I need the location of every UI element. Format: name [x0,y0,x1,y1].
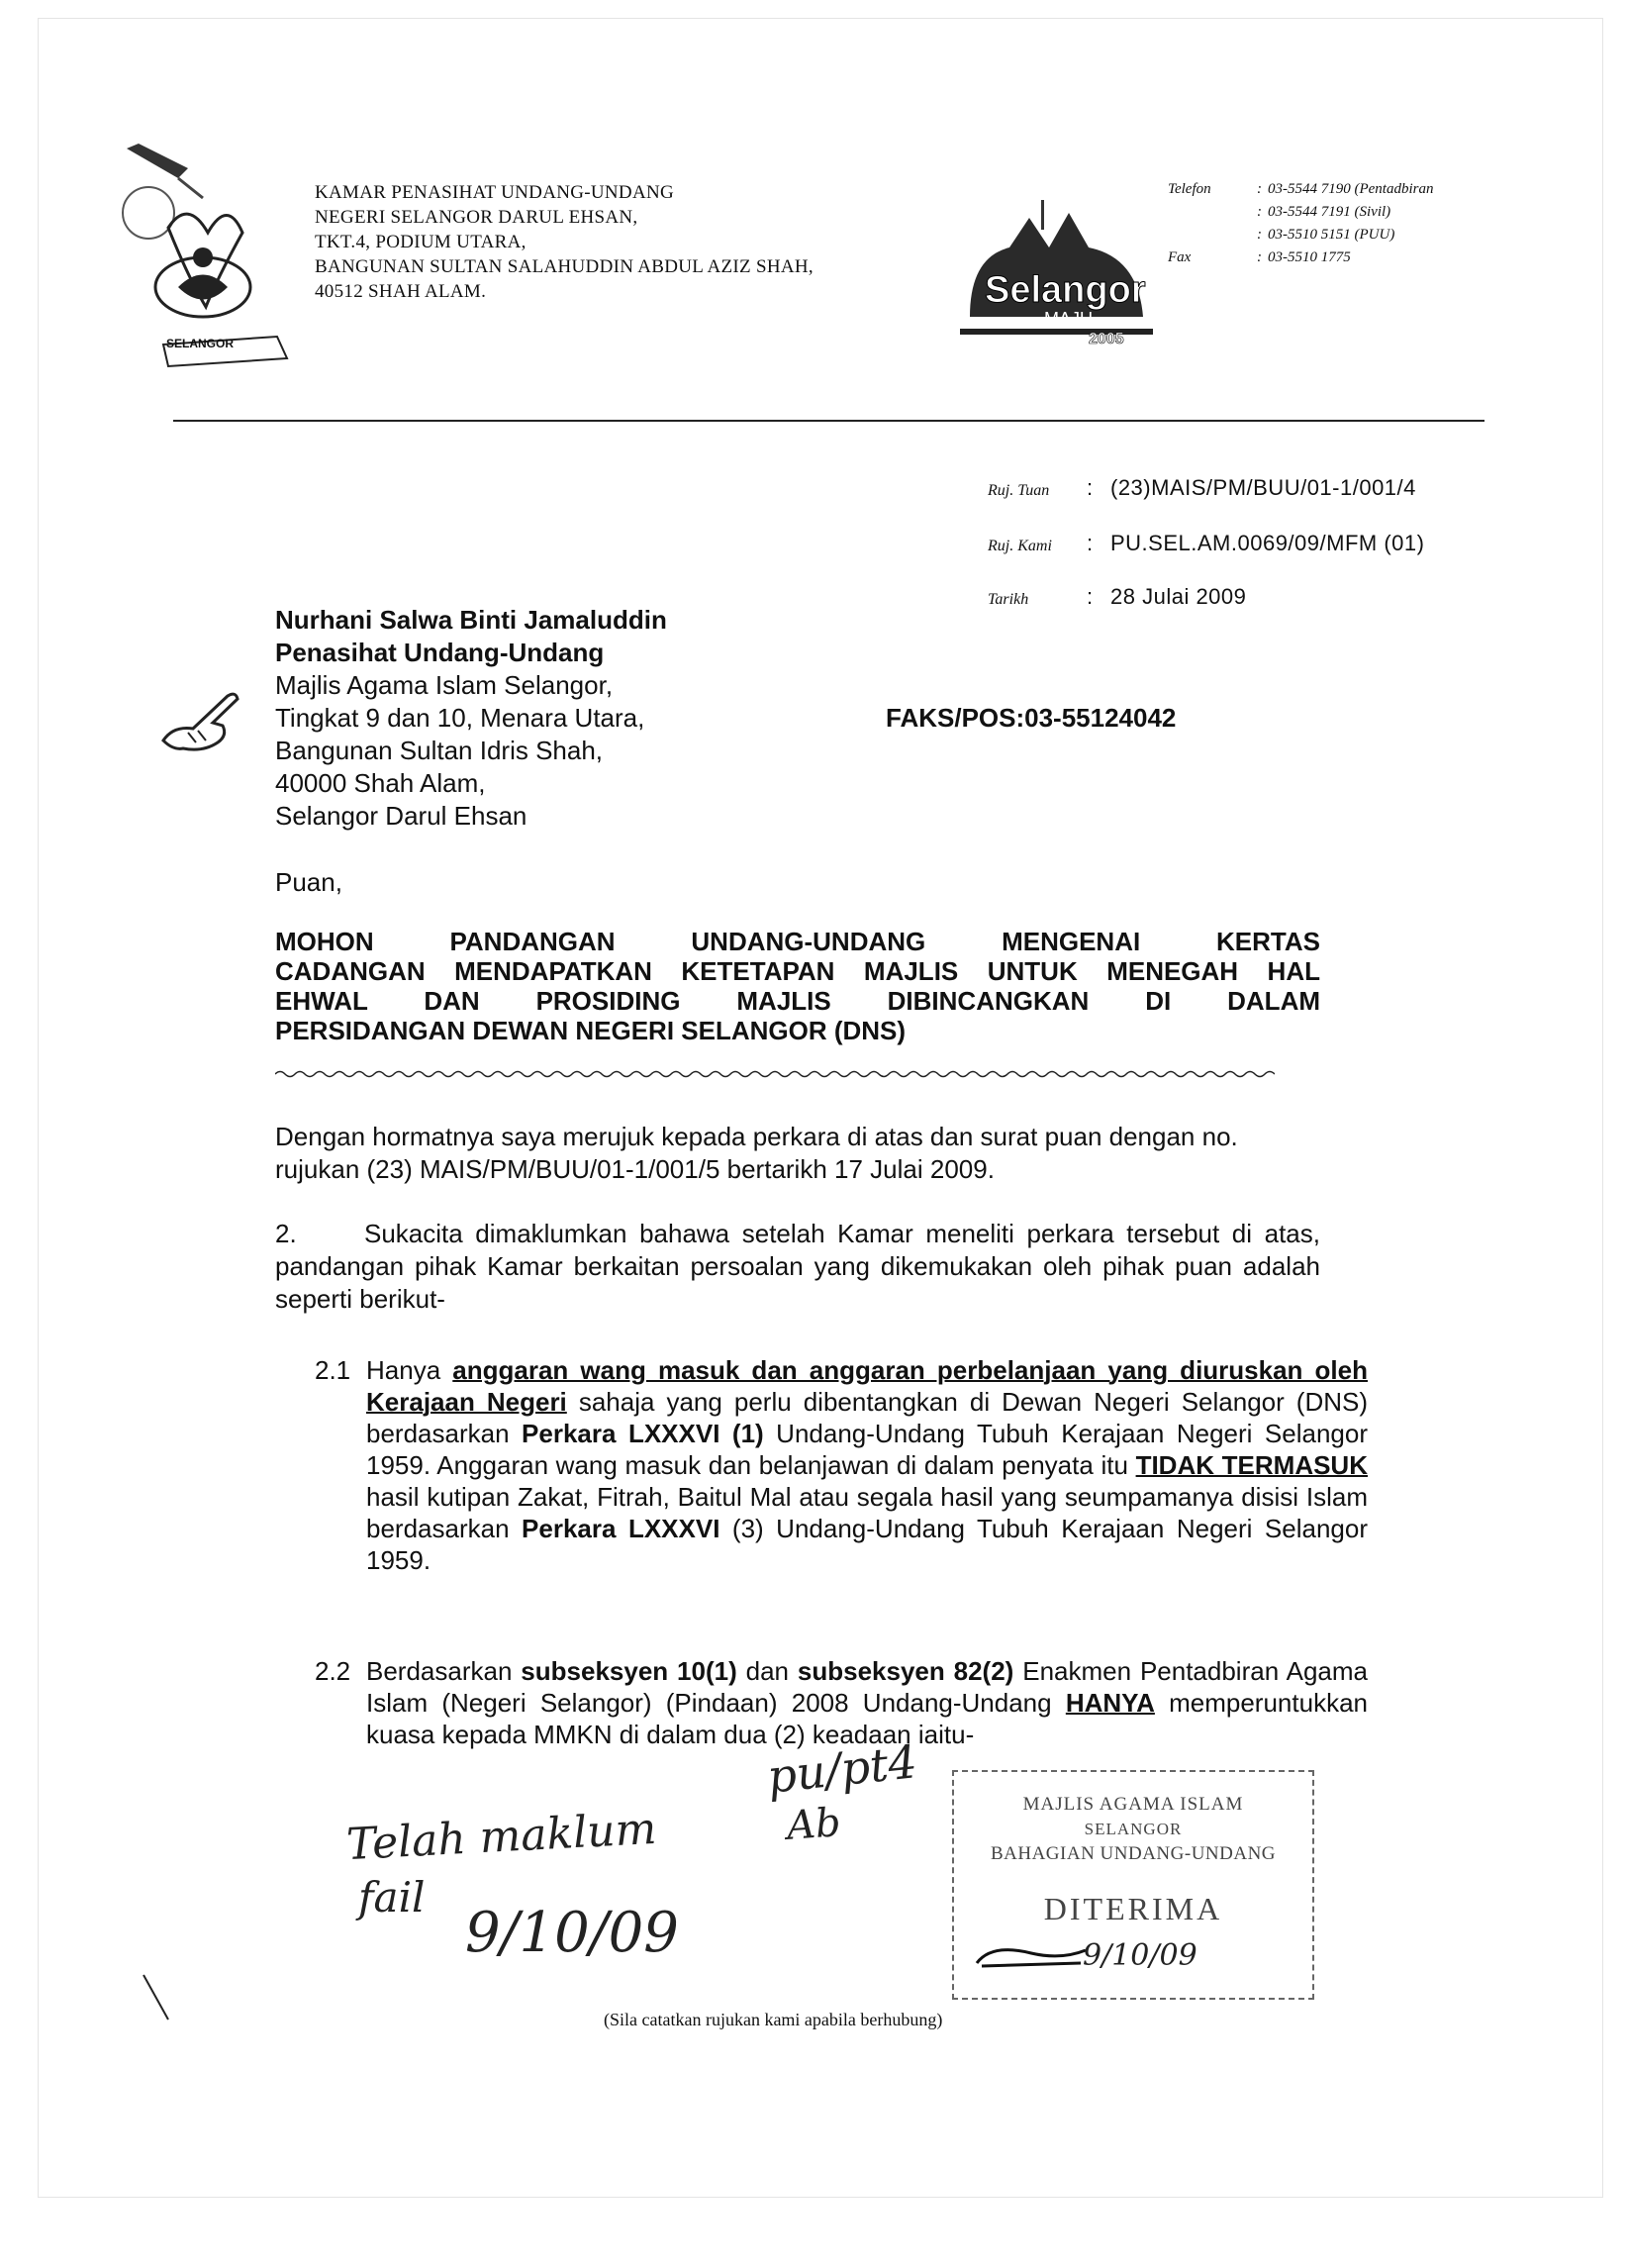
tarikh-value: 28 Julai 2009 [1110,584,1247,609]
subparagraph-text [366,1354,1368,1576]
subparagraph-text [366,1655,1368,1750]
text-run: Enakmen Pentadbiran Agama Islam (Negeri Selangor) (Pindaan) 2008 Undang-Undang [366,1656,1368,1718]
emblem-year: 2005 [1089,331,1124,346]
telefon-number: 03-5510 5151 (PUU) [1268,227,1395,243]
salutation: Puan, [275,867,342,897]
paragraph-1: Dengan hormatnya saya merujuk kepada perkara di atas dan surat puan dengan no. rujukan (23) MAIS/PM/BUU/01-1/001/5 bertarikh 17 Julai 2009. [275,1122,1238,1184]
recipient-line: Selangor Darul Ehsan [275,801,527,831]
subparagraph-number: 2.2 [315,1656,351,1686]
paragraph-text: Sukacita dimaklumkan bahawa setelah Kamar meneliti perkara tersebut di atas, pandangan pihak Kamar berkaitan persoalan yang dikemukakan oleh pihak puan adalah seperti berikut- [275,1219,1320,1314]
subject-line: MOHON PANDANGAN UNDANG-UNDANG MENGENAI KERTAS [275,927,1320,956]
emblem-word: MAJU [1044,309,1093,329]
subject-heading [275,927,1320,1045]
pen-stroke-mark [139,1970,178,2029]
subject-line: PERSIDANGAN DEWAN NEGERI SELANGOR (DNS) [275,1016,907,1045]
underlined-phrase: HANYA [1065,1688,1155,1718]
recipient-line: 40000 Shah Alam, [275,768,486,798]
selangor-maju-emblem [950,198,1163,346]
seal-banner-text: SELANGOR [166,337,235,350]
address-line: NEGERI SELANGOR DARUL EHSAN, [315,207,638,228]
telefon-number: 03-5544 7190 (Pentadbiran [1268,181,1434,197]
paragraph-2 [275,1218,1320,1316]
footer-note: (Sila catatkan rujukan kami apabila berhubung) [604,2010,943,2029]
stamp-signature [972,1938,1091,1978]
recipient-title: Penasihat Undang-Undang [275,638,605,667]
bold-phrase: Perkara LXXXVI (1) [522,1419,764,1448]
handwritten-note: Telah maklum [344,1803,658,1871]
text-run: sahaja yang perlu dibentangkan di Dewan Negeri Selangor (DNS) berdasarkan [366,1387,1369,1448]
stamp-line: MAJLIS AGAMA ISLAM [1022,1794,1244,1815]
recipient-line: Tingkat 9 dan 10, Menara Utara, [275,703,645,733]
tarikh-row: Tarikh : 28 Julai 2009 [988,584,1247,609]
stamp-line: SELANGOR [1084,1820,1183,1838]
fax-label: Fax [1168,249,1192,265]
handwritten-date: 9/10/09 [465,1901,679,1965]
text-run: (3) Undang-Undang Tubuh Kerajaan Negeri Selangor 1959. [366,1514,1368,1575]
contact-block: Telefon : 03-5544 7190 (Pentadbiran : 03-5544 7191 (Sivil) : 03-5510 5151 (PUU) Fax : 03-5510 1775 [1168,178,1439,269]
bold-phrase: subseksyen 82(2) [797,1656,1014,1686]
emblem-word: Selangor [985,269,1146,311]
underlined-phrase: anggaran wang masuk dan anggaran perbelanjaan yang diuruskan oleh Kerajaan Negeri [366,1355,1368,1417]
ruj-kami-value: PU.SEL.AM.0069/09/MFM (01) [1110,531,1425,555]
address-line: BANGUNAN SULTAN SALAHUDDIN ABDUL AZIZ SHAH, [315,256,814,277]
handwritten-note: pu/pt4 [764,1734,920,1804]
tarikh-label: Tarikh [988,591,1029,608]
stamp-line: BAHAGIAN UNDANG-UNDANG [990,1843,1277,1864]
subject-line: EHWAL DAN PROSIDING MAJLIS DIBINCANGKAN DI DALAM [275,986,1320,1016]
address-line: KAMAR PENASIHAT UNDANG-UNDANG [315,182,675,203]
text-run: memperuntukkan kuasa kepada MMKN di dalam dua (2) keadaan iaitu- [366,1688,1368,1749]
telefon-label: Telefon [1168,181,1211,197]
address-line: 40512 SHAH ALAM. [315,281,487,302]
underlined-phrase: TIDAK TERMASUK [1135,1450,1368,1480]
ruj-kami-label: Ruj. Kami [988,538,1052,554]
fax-number: 03-5510 1775 [1268,249,1351,265]
recipient-name: Nurhani Salwa Binti Jamaluddin [275,605,667,635]
letterhead-address [315,180,814,304]
ruj-tuan-label: Ruj. Tuan [988,482,1050,499]
subject-line: CADANGAN MENDAPATKAN KETETAPAN MAJLIS UNTUK MENEGAH HAL [275,956,1320,986]
text-run: Hanya [366,1355,453,1385]
recipient-line: Majlis Agama Islam Selangor, [275,670,614,700]
letterhead-divider [173,420,1484,422]
ruj-tuan-value: (23)MAIS/PM/BUU/01-1/001/4 [1110,475,1416,500]
pointing-hand-icon [158,681,247,760]
text-run: Berdasarkan [366,1656,522,1686]
stamp-date: 9/10/09 [1083,1938,1197,1973]
address-line: TKT.4, PODIUM UTARA, [315,232,527,252]
text-run: dan [736,1656,798,1686]
telefon-number: 03-5544 7191 (Sivil) [1268,204,1391,220]
stamp-received-label: DITERIMA [1043,1891,1223,1926]
bold-phrase: subseksyen 10(1) [521,1656,737,1686]
ruj-tuan-row: Ruj. Tuan : (23)MAIS/PM/BUU/01-1/001/4 [988,475,1416,500]
ruj-kami-row: Ruj. Kami : PU.SEL.AM.0069/09/MFM (01) [988,531,1425,555]
paragraph-number: 2. [275,1219,297,1248]
received-stamp [952,1770,1314,2000]
text-run: Undang-Undang Tubuh Kerajaan Negeri Selangor 1959. Anggaran wang masuk dan belanjawan di dalam penyata itu [366,1419,1368,1480]
fax-post-line: FAKS/POS:03-55124042 [886,703,1177,733]
text-run: hasil kutipan Zakat, Fitrah, Baitul Mal atau segala hasil yang seumpamanya disisi Islam berdasarkan [366,1482,1368,1543]
recipient-block [275,604,667,833]
recipient-line: Bangunan Sultan Idris Shah, [275,736,604,765]
handwritten-initials: Ab [785,1800,843,1849]
subparagraph-number: 2.1 [315,1355,351,1385]
handwritten-note: fail [358,1873,426,1922]
subject-wavy-underline [275,1069,1275,1079]
bold-phrase: Perkara LXXXVI [522,1514,720,1543]
